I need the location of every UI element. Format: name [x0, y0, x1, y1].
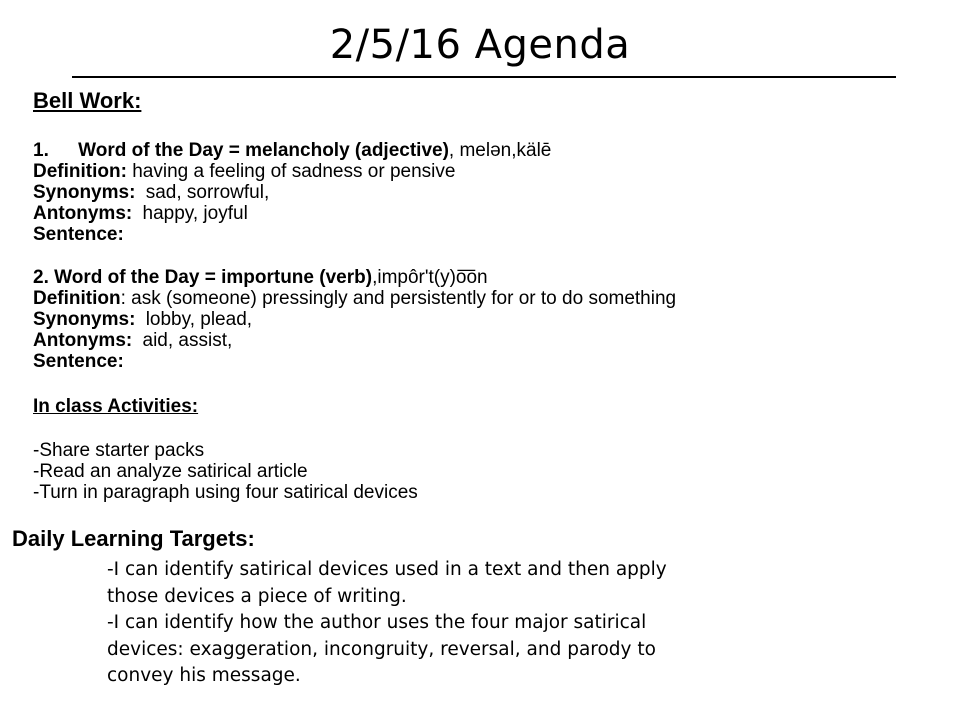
word2-definition: : ask (someone) pressingly and persistently for or to do something — [120, 288, 677, 309]
activity-item: -Read an analyze satirical article — [33, 461, 308, 482]
word1-pronunciation: , melən,kälē — [448, 140, 552, 161]
word2-synonyms: lobby, plead, — [145, 309, 253, 330]
word1-antonyms: happy, joyful — [142, 203, 248, 224]
word2-antonyms: aid, assist, — [142, 330, 233, 351]
word1-definition-line — [33, 161, 551, 182]
target-line: -I can identify satirical devices used in a text and then apply — [107, 559, 667, 580]
targets-list — [107, 557, 807, 690]
word-of-day-2 — [33, 267, 676, 372]
targets-heading: Daily Learning Targets: — [12, 526, 255, 551]
activities-list — [33, 440, 418, 503]
word-of-day-1 — [33, 140, 551, 245]
activities-heading: In class Activities: — [33, 396, 199, 417]
word2-pronunciation: ,impôr't(y)o͞on — [372, 267, 488, 288]
word2-synonyms-label: Synonyms: — [33, 309, 136, 330]
activity-item: -Share starter packs — [33, 440, 205, 461]
word1-antonyms-label: Antonyms: — [33, 203, 133, 224]
word2-line — [33, 267, 676, 288]
word2-antonyms-label: Antonyms: — [33, 330, 133, 351]
word2-sentence-label: Sentence: — [33, 351, 124, 372]
word2-label: 2. Word of the Day = importune (verb) — [33, 267, 373, 288]
target-line: those devices a piece of writing. — [107, 585, 407, 607]
word1-line — [33, 140, 551, 161]
word1-definition: having a feeling of sadness or pensive — [132, 161, 456, 182]
word1-antonyms-line — [33, 203, 551, 224]
target-line: convey his message. — [107, 665, 301, 686]
target-line: devices: exaggeration, incongruity, reversal, and parody to — [107, 638, 656, 660]
page-title: 2/5/16 Agenda — [329, 22, 631, 68]
word1-label: Word of the Day = melancholy (adjective) — [78, 140, 449, 161]
bell-work-heading: Bell Work: — [33, 88, 142, 113]
word1-sentence-label: Sentence: — [33, 224, 124, 245]
target-line: -I can identify how the author uses the four major satirical — [107, 612, 647, 633]
word1-number: 1. — [33, 140, 49, 161]
word2-antonyms-line — [33, 330, 676, 351]
title-underline — [72, 76, 896, 78]
word2-definition-line — [33, 288, 676, 309]
word2-synonyms-line — [33, 309, 676, 330]
word1-synonyms-line — [33, 182, 551, 203]
activity-item: -Turn in paragraph using four satirical devices — [33, 482, 418, 503]
word2-definition-label: Definition — [33, 288, 121, 309]
word1-synonyms-label: Synonyms: — [33, 182, 136, 203]
word1-definition-label: Definition: — [33, 161, 127, 182]
word1-synonyms: sad, sorrowful, — [145, 182, 270, 203]
